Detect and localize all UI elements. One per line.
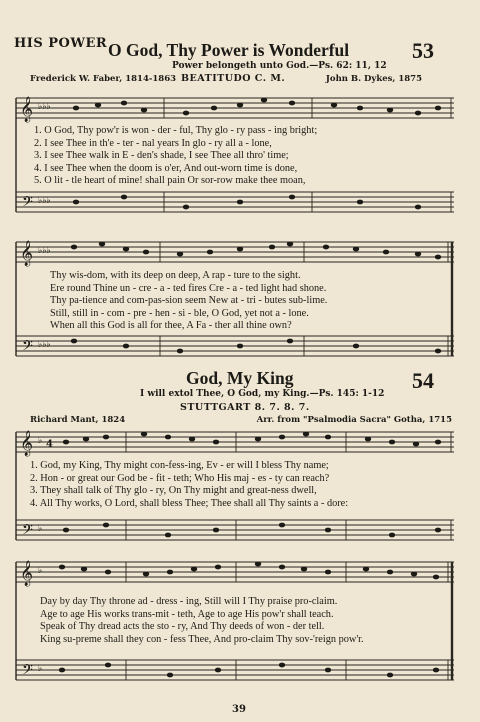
lyric-line: Thy pa-tience and com-pas-sion seem New at - tri - butes sub-lime.: [50, 295, 328, 306]
scripture-reference: I will extol Thee, O God, my King.—Ps. 145: 1-12: [140, 389, 385, 399]
svg-text:♭♭♭: ♭♭♭: [38, 340, 51, 350]
hymn53-verses-1: [34, 125, 317, 188]
page-number: 39: [232, 704, 246, 715]
svg-text:♭♭♭: ♭♭♭: [38, 196, 51, 206]
lyric-line: King su-preme shall they con - fess Thee, And pro-claim Thy sov-'reign pow'r.: [40, 633, 364, 645]
lyric-line: Speak of Thy dread acts the sto - ry, And Thy deeds of won - der tell.: [40, 621, 325, 633]
svg-text:♭♭♭: ♭♭♭: [38, 102, 51, 112]
lyric-line: 4. I see Thee when the doom is o'er, And out-worn time is done,: [34, 162, 298, 174]
svg-text:♭♭♭: ♭♭♭: [38, 246, 51, 256]
svg-text:♭: ♭: [38, 436, 43, 446]
hymn54-verses-1: [30, 460, 348, 510]
lyric-line: 3. They shall talk of Thy glo - ry, On Thy might and great-ness dwell,: [30, 485, 317, 496]
author-credit: Frederick W. Faber, 1814-1863: [30, 74, 177, 84]
lyric-line: 2. I see Thee in th'e - ter - nal years In glo - ry all a - lone,: [34, 137, 272, 149]
composer-credit: John B. Dykes, 1875: [325, 74, 422, 84]
lyric-line: 1. God, my King, Thy might con-fess-ing, Ev - er will I bless Thy name;: [30, 460, 329, 471]
lyric-line: 3. I see Thee walk in E - den's shade, I see Thee all thro' time;: [34, 150, 289, 161]
tune-name: STUTTGART 8. 7. 8. 7.: [180, 402, 310, 413]
hymn-title: O God, Thy Power is Wonderful: [108, 40, 350, 60]
lyric-line: 1. O God, Thy pow'r is won - der - ful, Thy glo - ry pass - ing bright;: [34, 125, 318, 136]
svg-text:𝄞: 𝄞: [20, 561, 34, 586]
lyric-line: Still, still in - com - pre - hen - si - ble, O God, yet not a - lone.: [50, 307, 309, 319]
lyric-line: Thy wis-dom, with its deep on deep, A rap - ture to the sight.: [50, 270, 301, 281]
svg-text:4: 4: [46, 439, 53, 450]
lyric-line: Ere round Thine un - cre - a - ted fires Cre - a - ted light had shone.: [50, 282, 327, 294]
svg-text:𝄢: 𝄢: [22, 522, 33, 542]
composer-credit: Arr. from "Psalmodia Sacra" Gotha, 1715: [256, 415, 452, 425]
svg-text:𝄢: 𝄢: [22, 662, 33, 682]
lyric-line: Age to age His works trans-mit - teth, Age to age His pow'r shall teach.: [40, 608, 334, 620]
lyric-line: 2. Hon - or great our God be - fit - teth; Who His maj - es - ty can reach?: [30, 472, 330, 484]
tune-name: BEATITUDO C. M.: [181, 73, 286, 84]
svg-text:♭: ♭: [38, 566, 43, 576]
lyric-line: 4. All Thy works, O Lord, shall bless Thee; Thee shall all Thy saints a - dore:: [30, 497, 349, 509]
scripture-reference: Power belongeth unto God.—Ps. 62: 11, 12: [172, 61, 387, 71]
svg-text:𝄢: 𝄢: [22, 338, 33, 358]
svg-text:♭: ♭: [38, 524, 43, 534]
svg-text:𝄞: 𝄞: [20, 97, 34, 122]
svg-text:𝄢: 𝄢: [22, 194, 33, 214]
svg-text:𝄞: 𝄞: [20, 431, 34, 456]
svg-text:𝄞: 𝄞: [20, 241, 34, 266]
author-credit: Richard Mant, 1824: [30, 415, 126, 425]
hymn-number: 53: [412, 38, 434, 63]
svg-text:♭: ♭: [38, 664, 43, 674]
lyric-line: When all this God is all for thee, A Fa - ther all thine own?: [50, 320, 292, 331]
hymn-number: 54: [412, 368, 434, 393]
hymn54-verses-2: [40, 596, 364, 646]
hymn-title: God, My King: [186, 368, 294, 388]
hymn53-verses-2: [50, 270, 327, 333]
lyric-line: 5. O lit - tle heart of mine! shall pain Or sor-row make thee moan,: [34, 175, 306, 186]
section-heading: HIS POWER: [14, 36, 108, 51]
lyric-line: Day by day Thy throne ad - dress - ing, Still will I Thy praise pro-claim.: [40, 596, 338, 607]
